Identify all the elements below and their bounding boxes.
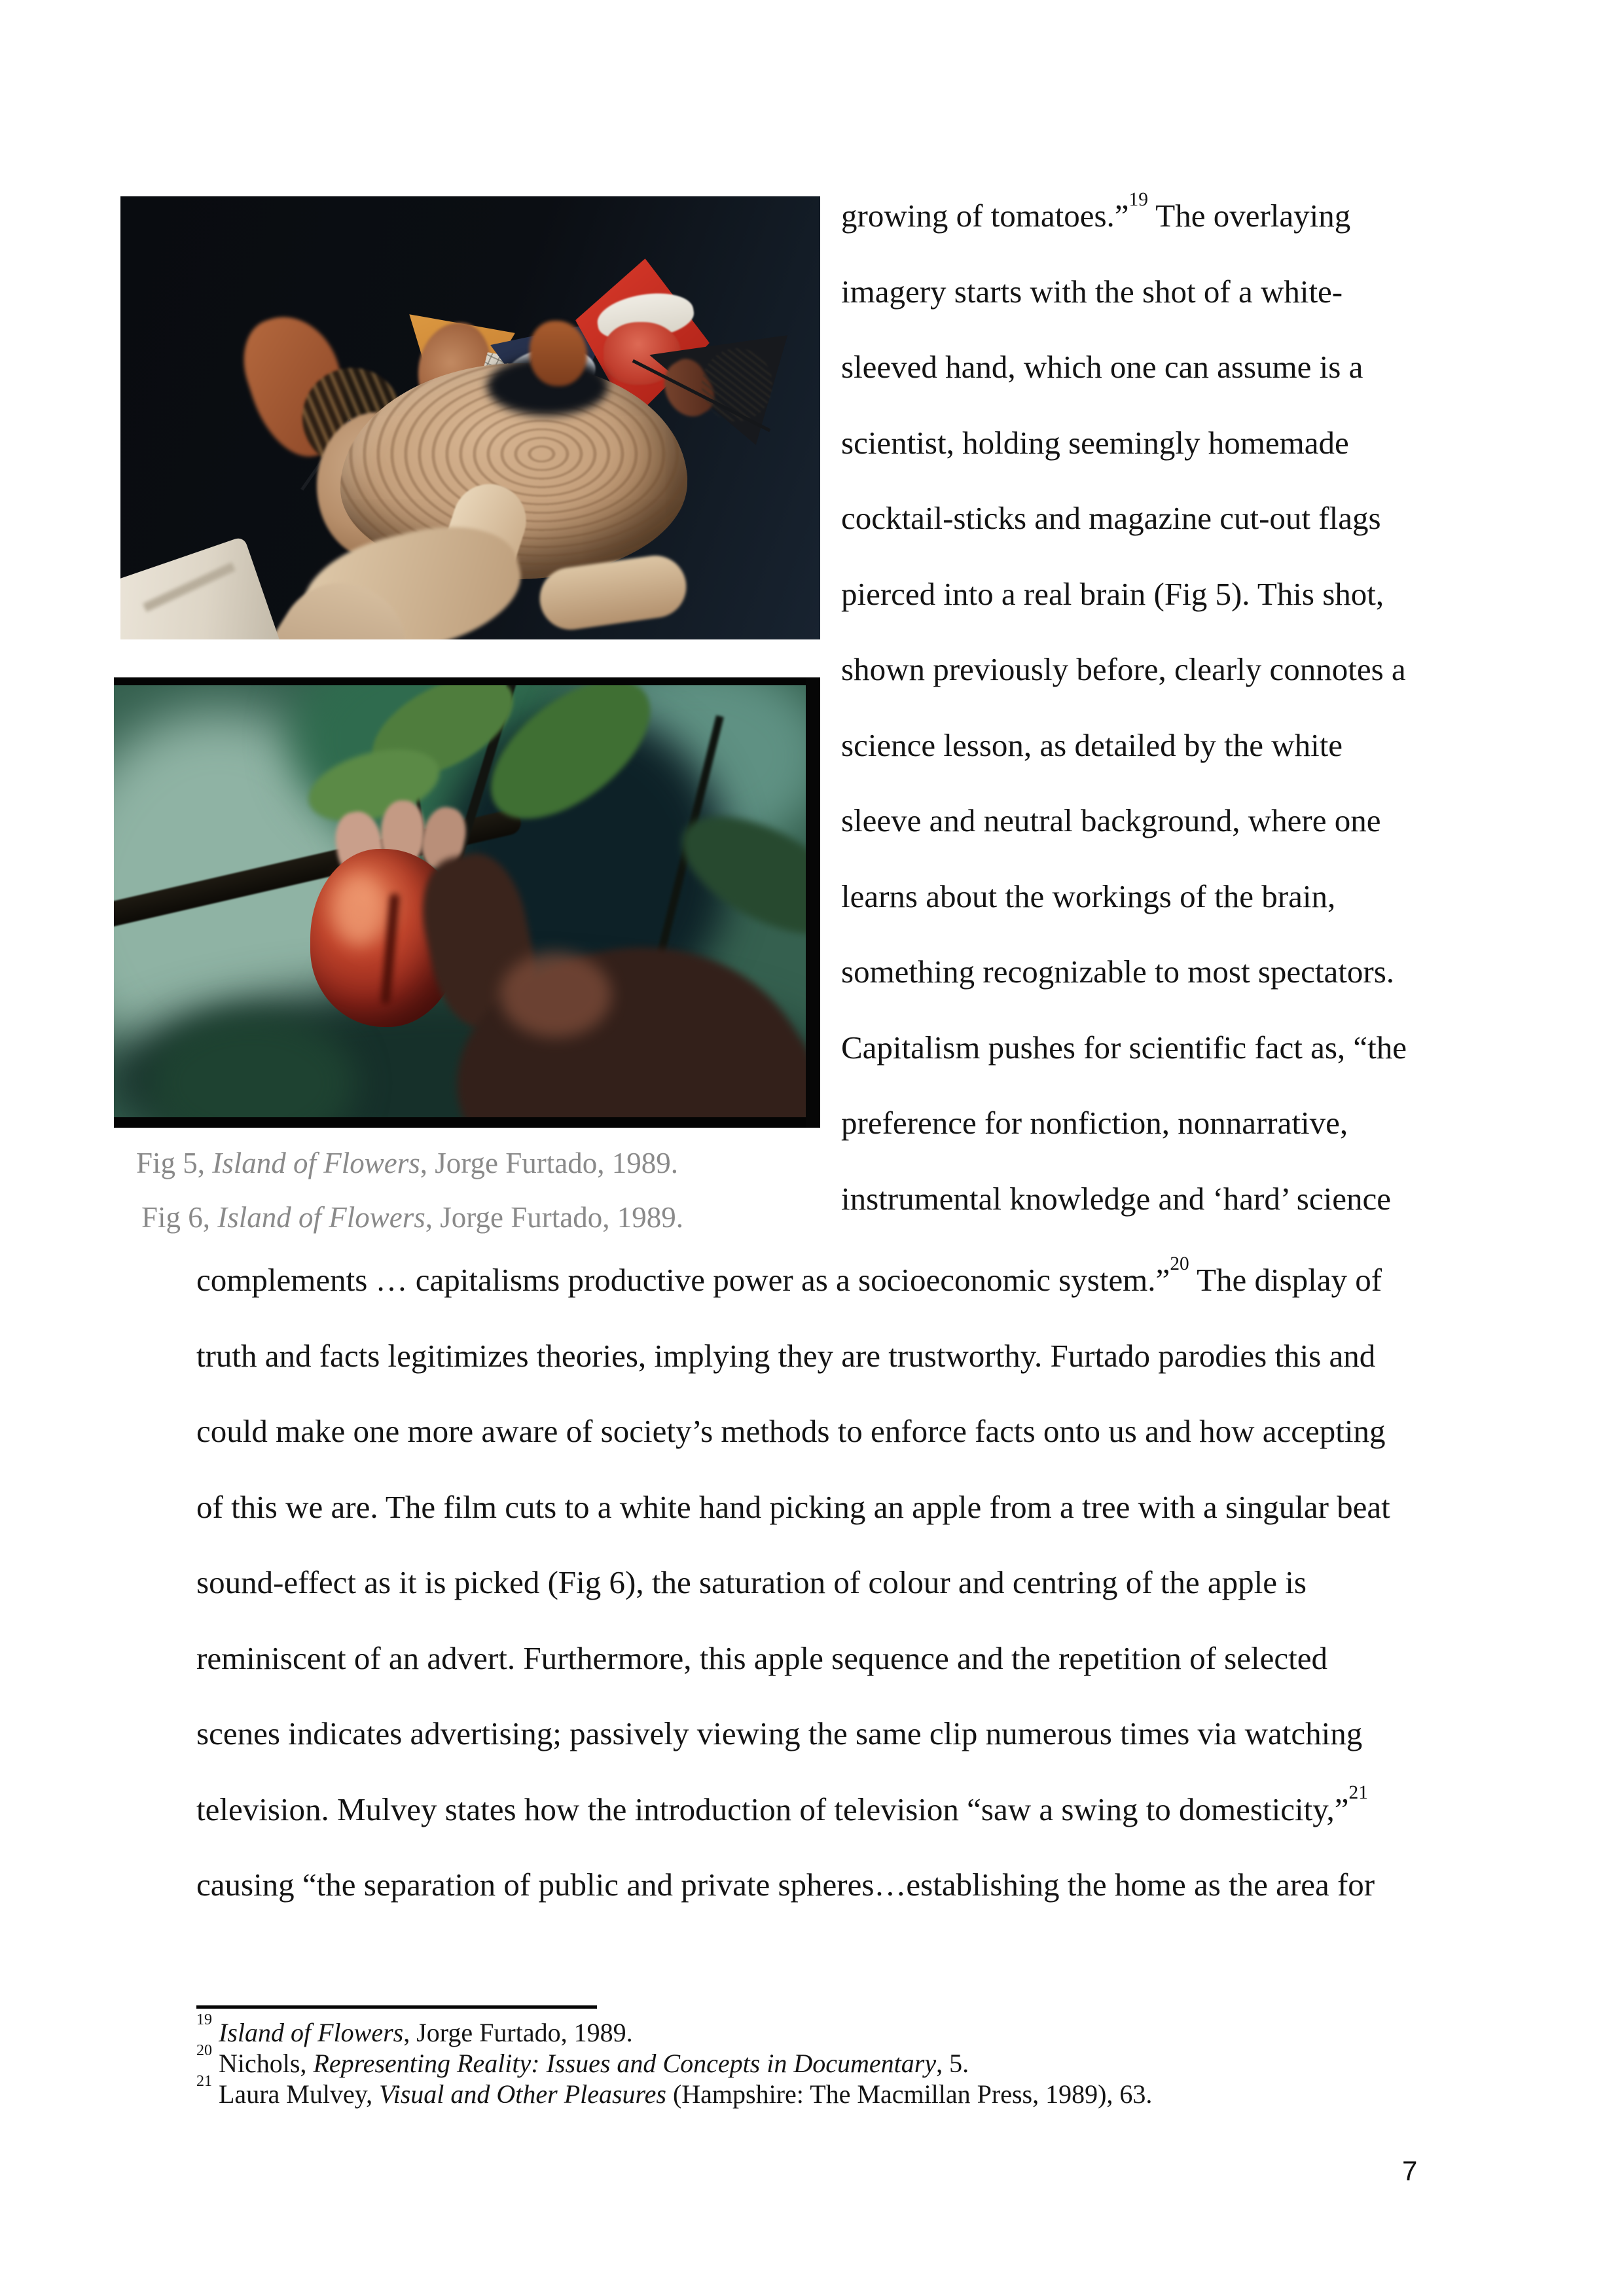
text-line: [841, 934, 1463, 1010]
footnote-text: Nichols,: [212, 2049, 314, 2078]
caption-text: , Jorge Furtado, 1989.: [420, 1147, 678, 1179]
text-segment: Capitalism pushes for scientific fact as, “the: [841, 1029, 1407, 1066]
picking-hand-knuckle: [500, 952, 611, 1037]
text-line: [196, 1696, 1624, 1772]
text-line: [841, 859, 1463, 935]
footnote-text: [212, 2018, 219, 2047]
text-segment: The display of: [1189, 1262, 1382, 1298]
text-line: [196, 1772, 1624, 1848]
text-line: [196, 1469, 1624, 1545]
text-segment: shown previously before, clearly connotes a: [841, 651, 1406, 687]
body-text: [196, 1242, 1624, 1923]
text-segment: scenes indicates advertising; passively viewing the same clip numerous times via watching: [196, 1715, 1363, 1751]
text-segment: could make one more aware of society’s methods to enforce facts onto us and how accepting: [196, 1413, 1386, 1449]
text-segment: cocktail-sticks and magazine cut-out flags: [841, 500, 1381, 536]
text-segment: causing “the separation of public and private spheres…establishing the home as the area for: [196, 1867, 1375, 1903]
text-line: [841, 405, 1463, 481]
text-segment: The overlaying: [1147, 198, 1351, 234]
text-segment: growing of tomatoes.”: [841, 198, 1129, 234]
letterbox-bar-top: [114, 677, 820, 685]
footnote-number: 20: [196, 2041, 212, 2059]
footnote: [196, 2011, 1440, 2048]
text-segment: reminiscent of an advert. Furthermore, this apple sequence and the repetition of selected: [196, 1640, 1327, 1676]
text-line: [196, 1318, 1624, 1394]
text-segment: pierced into a real brain (Fig 5). This shot,: [841, 575, 1384, 612]
orange-cutout-center: [530, 321, 587, 386]
fig6-caption: [141, 1198, 683, 1237]
lab-sleeve: [120, 536, 289, 639]
text-segment: preference for nonfiction, nonnarrative,: [841, 1105, 1348, 1141]
figure-6-image: [114, 677, 820, 1128]
text-line: [196, 1621, 1624, 1696]
text-line: [841, 783, 1463, 859]
text-segment: science lesson, as detailed by the white: [841, 726, 1343, 763]
text-segment: complements … capitalisms productive power as a socioeconomic system.”: [196, 1262, 1170, 1298]
footnote-work-title: Visual and Other Pleasures: [379, 2079, 666, 2109]
text-line: [196, 1393, 1624, 1469]
text-segment: television. Mulvey states how the introduction of television “saw a swing to domesticity,”: [196, 1791, 1349, 1827]
footnote-text: (Hampshire: The Macmillan Press, 1989), 63.: [666, 2079, 1153, 2109]
text-line: [841, 178, 1463, 254]
footnote-work-title: Representing Reality: Issues and Concepts in Documentary: [313, 2049, 937, 2078]
fig5-caption: [136, 1143, 678, 1183]
text-line: [841, 632, 1463, 708]
right-column-text: [841, 178, 1463, 1236]
text-line: [841, 1161, 1463, 1237]
text-segment: sleeved hand, which one can assume is a: [841, 349, 1363, 385]
footnote: [196, 2072, 1440, 2109]
text-segment: learns about the workings of the brain,: [841, 878, 1336, 914]
text-line: [841, 480, 1463, 556]
footnote-number: 19: [196, 2011, 212, 2028]
text-line: [196, 1545, 1624, 1621]
footnote-reference: 20: [1170, 1253, 1189, 1274]
text-line: [196, 1847, 1624, 1923]
footnotes: [196, 2011, 1440, 2109]
footnote-reference: 19: [1128, 188, 1148, 210]
footnote-text: Laura Mulvey,: [212, 2079, 380, 2109]
caption-film-title: Island of Flowers: [217, 1201, 425, 1234]
text-segment: scientist, holding seemingly homemade: [841, 424, 1349, 461]
text-segment: imagery starts with the shot of a white-: [841, 273, 1343, 310]
footnote: [196, 2041, 1440, 2079]
footnote-text: , 5.: [936, 2049, 969, 2078]
text-segment: sound-effect as it is picked (Fig 6), the saturation of colour and centring of the apple is: [196, 1564, 1307, 1600]
text-line: [841, 329, 1463, 405]
footnote-reference: 21: [1348, 1782, 1368, 1804]
text-segment: of this we are. The film cuts to a white hand picking an apple from a tree with a singular beat: [196, 1488, 1390, 1525]
caption-text: Fig 6,: [141, 1201, 218, 1234]
caption-text: , Jorge Furtado, 1989.: [425, 1201, 683, 1234]
text-line: [841, 254, 1463, 330]
footnote-number: 21: [196, 2072, 212, 2090]
figure-5-image: [120, 196, 820, 639]
footnote-text: , Jorge Furtado, 1989.: [403, 2018, 633, 2047]
text-line: [841, 708, 1463, 783]
letterbox-bar-bottom: [114, 1117, 820, 1128]
text-segment: truth and facts legitimizes theories, implying they are trustworthy. Furtado parodies this and: [196, 1337, 1376, 1374]
text-line: [841, 1085, 1463, 1161]
text-line: [841, 556, 1463, 632]
caption-film-title: Island of Flowers: [212, 1147, 420, 1179]
text-segment: instrumental knowledge and ‘hard’ science: [841, 1180, 1391, 1217]
text-line: [841, 1010, 1463, 1086]
text-line: [196, 1242, 1624, 1318]
text-segment: sleeve and neutral background, where one: [841, 802, 1381, 838]
page-number: 7: [1402, 2155, 1418, 2186]
caption-text: Fig 5,: [136, 1147, 213, 1179]
letterbox-band-right: [806, 677, 820, 1128]
apple-highlight: [333, 874, 386, 946]
text-segment: something recognizable to most spectators.: [841, 954, 1395, 990]
footnote-work-title: Island of Flowers: [219, 2018, 404, 2047]
footnote-rule: [196, 2005, 597, 2009]
